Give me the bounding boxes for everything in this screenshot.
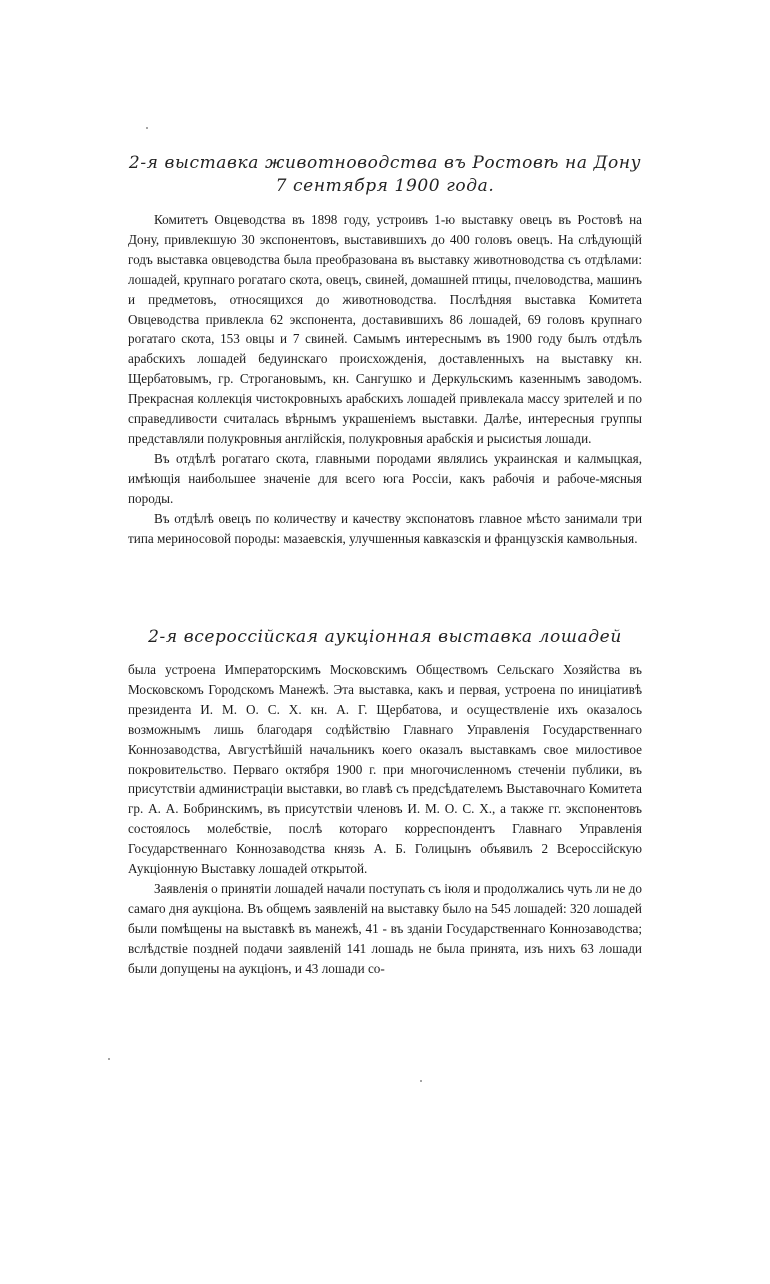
paragraph: Въ отдѣлѣ рогатаго скота, главными породами являлись украинская и калмыцкая, имѣющія наибольшее значеніе для всего юга Россіи, какъ рабочія и рабоче-мясныя породы. xyxy=(128,450,642,506)
scan-speck xyxy=(146,127,148,129)
paragraph: Заявленія о принятіи лошадей начали поступать съ іюля и продолжались чуть ли не до самаго дня аукціона. Въ общемъ заявленій на выставку было на 545 лошадей: 320 лошадей были помѣщены на выставкѣ въ манежѣ, 41 - въ зданіи Государственнаго Коннозаводства; вслѣдствіе поздней подачи заявленій 141 лошадь не была принята, изъ нихъ 63 лошади были допущены на аукціонъ, и 43 лошади со- xyxy=(128,880,642,976)
section-body-auction-exhibition xyxy=(128,660,642,979)
paragraph: Комитетъ Овцеводства въ 1898 году, устроивъ 1-ю выставку овецъ въ Ростовѣ на Дону, привлекшую 30 экспонентовъ, выставившихъ до 400 головъ овецъ. На слѣдующій годъ выставка овцеводства была преобразована въ выставку животноводства съ отдѣлами: лошадей, крупнаго рогатаго скота, овецъ, свиней, домашней птицы, пчеловодства, машинъ и предметовъ, относящихся до животноводства. Послѣдняя выставка Комитета Овцеводства привлекла 62 экспонента, доставившихъ 86 лошадей, 69 головъ крупнаго рогатаго скота, 153 овцы и 7 свиней. Самымъ интереснымъ въ 1900 году былъ отдѣлъ арабскихъ лошадей бедуинскаго происхожденія, доставленныхъ на выставку кн. Щербатовымъ, гр. Строгановымъ, кн. Сангушко и Деркульскимъ казеннымъ заводомъ. Прекрасная коллекція чистокровныхъ арабскихъ лошадей привлекала массу зрителей и по справедливости считалась вѣрнымъ украшеніемъ выставки. Далѣе, интересныя группы представляли полукровныя англійскія, полукровныя арабскія и рысистыя лошади. xyxy=(128,212,642,446)
scan-speck xyxy=(108,1058,110,1060)
paragraph: была устроена Императорскимъ Московскимъ Обществомъ Сельскаго Хозяйства въ Московскомъ Городскомъ Манежѣ. Эта выставка, какъ и первая, устроена по иниціативѣ президента И. М. О. С. Х. кн. А. Г. Щербатова, и осуществленіе ихъ оказалось возможнымъ лишь благодаря содѣйствію Главнаго Управленія Государственнаго Коннозаводства, Августѣйшій начальникъ коего оказалъ выставкамъ свое милостивое покровительство. Перваго октября 1900 г. при многочисленномъ стеченіи публики, въ присутствіи администраціи выставки, во главѣ съ предсѣдателемъ Выставочнаго Комитета гр. А. А. Бобринскимъ, въ присутствіи членовъ И. М. О. С. Х., а также гг. экспонентовъ состоялось молебствіе, послѣ котораго корреспондентъ Главнаго Управленія Государственнаго Коннозаводства князь А. Б. Голицынъ объявилъ 2 Всероссійскую Аукціонную Выставку лошадей открытой. xyxy=(128,662,642,877)
section-body-livestock-exhibition xyxy=(128,210,642,548)
title-line-2: 7 сентября 1900 года. xyxy=(275,176,495,196)
scan-speck xyxy=(420,1080,422,1082)
title-line-1: 2-я выставка животноводства въ Ростовѣ на Дону xyxy=(128,153,642,173)
section-title-auction-exhibition: 2-я всероссійская аукціонная выставка лошадей xyxy=(148,627,622,647)
section-title-livestock-exhibition xyxy=(128,152,642,198)
paragraph: Въ отдѣлѣ овецъ по количеству и качеству экспонатовъ главное мѣсто занимали три типа мериносовой породы: мазаевскія, улучшенныя кавказскія и французскія камвольныя. xyxy=(128,510,642,546)
